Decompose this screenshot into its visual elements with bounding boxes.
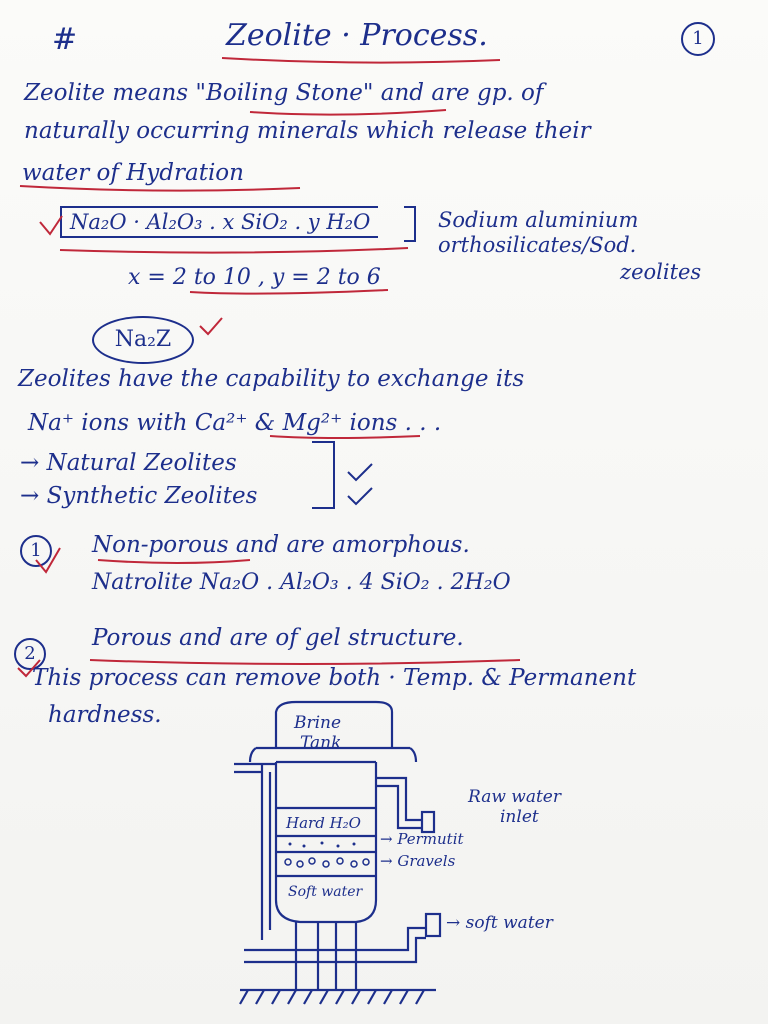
formula-name-1: Sodium aluminium [438,208,639,232]
formula-name-2: orthosilicates/Sod. [438,233,637,257]
point-1-number: 1 [20,535,52,567]
gravel-circles [285,858,369,867]
process-line-1: This process can remove both · Temp. & Permanent [32,665,637,691]
gravel-dots [289,842,356,848]
short-form-bubble: Na₂Z [92,316,194,364]
natrolite-formula: Natrolite Na₂O . Al₂O₃ . 4 SiO₂ . 2H₂O [92,570,511,595]
point-2-number: 2 [14,638,46,670]
soft-water-inside-label: Soft water [288,884,363,900]
hard-water-label: Hard H₂O [286,814,361,832]
red-underlines [18,58,520,676]
raw-water-label-1: Raw water [468,787,561,807]
raw-water-label-2: inlet [500,807,539,827]
intro-line-3: water of Hydration [22,160,244,186]
brine-label-1: Brine [294,713,342,733]
gravels-label: → Gravels [380,852,456,870]
corner-mark: # [52,22,78,57]
permutit-label: → Permutit [380,830,464,848]
process-line-2: hardness. [48,702,162,728]
intro-line-1: Zeolite means "Boiling Stone" and are gp. of [24,80,544,106]
exchange-line-2: Na⁺ ions with Ca²⁺ & Mg²⁺ ions . . . [28,410,442,436]
brine-label-2: Tank [300,733,342,753]
point-1-text: Non-porous and are amorphous. [92,532,470,558]
intro-line-2: naturally occurring minerals which release their [24,118,591,144]
zeolite-formula: Na₂O · Al₂O₃ . x SiO₂ . y H₂O [60,206,378,238]
soft-water-out-label: → soft water [446,913,553,933]
types-bracket [312,442,372,508]
type-natural: → Natural Zeolites [20,450,237,476]
page-number: 1 [681,22,715,56]
xy-range: x = 2 to 10 , y = 2 to 6 [128,265,381,290]
point-2-text: Porous and are of gel structure. [92,625,464,651]
exchange-line-1: Zeolites have the capability to exchange its [18,366,525,392]
page-title: Zeolite · Process. [226,18,488,53]
type-synthetic: → Synthetic Zeolites [20,483,258,509]
formula-name-3: zeolites [620,260,702,284]
